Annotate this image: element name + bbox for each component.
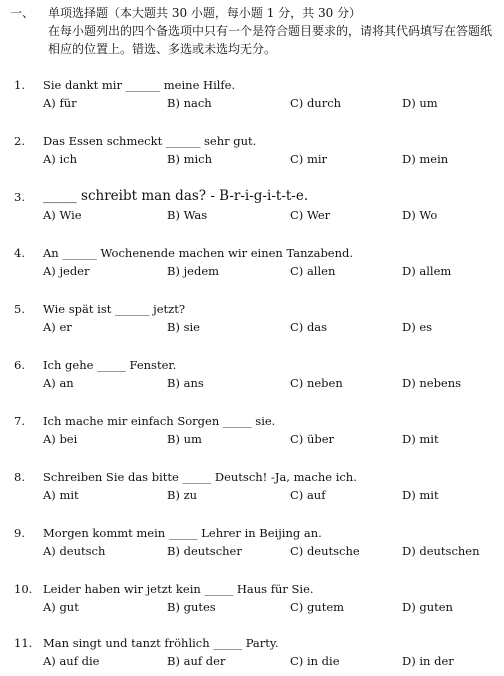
section-title: 单项选择题（本大题共 30 小题，每小题 1 分，共 30 分）: [48, 6, 362, 20]
option-d: D) mein: [402, 152, 449, 166]
option-a: A) gut: [43, 600, 79, 614]
option-c: C) mir: [290, 152, 328, 166]
option-b: B) nach: [167, 96, 212, 110]
option-b: B) gutes: [167, 600, 216, 614]
option-c: C) über: [290, 432, 335, 446]
question-stem: Sie dankt mir ______ meine Hilfe.: [43, 78, 236, 92]
question-5: [14, 302, 500, 342]
option-b: B) um: [167, 432, 202, 446]
question-stem: Wie spät ist ______ jetzt?: [43, 302, 186, 316]
question-7: [14, 414, 500, 454]
question-stem: An ______ Wochenende machen wir einen Tanzabend.: [43, 246, 354, 260]
option-d: D) um: [402, 96, 438, 110]
question-stem: Ich mache mir einfach Sorgen _____ sie.: [43, 414, 276, 428]
question-number: 5.: [14, 302, 25, 316]
option-b: B) Was: [167, 208, 208, 222]
option-c: C) deutsche: [290, 544, 360, 558]
question-3: [14, 190, 500, 230]
option-b: B) sie: [167, 320, 200, 334]
option-c: C) Wer: [290, 208, 331, 222]
option-a: A) deutsch: [43, 544, 106, 558]
question-stem: Ich gehe _____ Fenster.: [43, 358, 177, 372]
section-number: 一、: [10, 6, 35, 20]
question-1: [14, 78, 500, 118]
question-number: 8.: [14, 470, 25, 484]
question-number: 1.: [14, 78, 25, 92]
question-stem: Morgen kommt mein _____ Lehrer in Beijing an.: [43, 526, 322, 540]
question-stem: Schreiben Sie das bitte _____ Deutsch! -Ja, mache ich.: [43, 470, 357, 484]
option-d: D) allem: [402, 264, 452, 278]
option-b: B) deutscher: [167, 544, 242, 558]
option-c: C) auf: [290, 488, 326, 502]
option-a: A) er: [43, 320, 72, 334]
option-a: A) auf die: [43, 654, 100, 668]
option-d: D) Wo: [402, 208, 438, 222]
option-d: D) mit: [402, 432, 439, 446]
option-a: A) mit: [43, 488, 79, 502]
option-b: B) ans: [167, 376, 204, 390]
question-2: [14, 134, 500, 174]
question-stem: Das Essen schmeckt ______ sehr gut.: [43, 134, 257, 148]
option-d: D) es: [402, 320, 433, 334]
question-stem: Man singt und tanzt fröhlich _____ Party.: [43, 636, 279, 650]
option-c: C) allen: [290, 264, 336, 278]
option-d: D) mit: [402, 488, 439, 502]
question-9: [14, 526, 500, 566]
question-number: 2.: [14, 134, 25, 148]
question-number: 9.: [14, 526, 25, 540]
option-a: A) jeder: [43, 264, 90, 278]
option-b: B) auf der: [167, 654, 226, 668]
option-c: C) in die: [290, 654, 340, 668]
option-a: A) Wie: [43, 208, 82, 222]
option-a: A) bei: [43, 432, 78, 446]
question-number: 6.: [14, 358, 25, 372]
question-number: 10.: [14, 582, 33, 596]
question-stem: Leider haben wir jetzt kein _____ Haus für Sie.: [43, 582, 314, 596]
option-b: B) mich: [167, 152, 213, 166]
question-number: 11.: [14, 636, 33, 650]
question-number: 3.: [14, 190, 25, 204]
option-a: A) ich: [43, 152, 77, 166]
option-d: D) nebens: [402, 376, 462, 390]
option-d: D) guten: [402, 600, 453, 614]
option-c: C) gutem: [290, 600, 345, 614]
option-c: C) neben: [290, 376, 343, 390]
option-d: D) deutschen: [402, 544, 480, 558]
question-stem: _____ schreibt man das? - B-r-i-g-i-t-t-e.: [43, 188, 309, 204]
option-a: A) für: [43, 96, 77, 110]
question-6: [14, 358, 500, 398]
question-11: [14, 636, 500, 676]
option-c: C) das: [290, 320, 328, 334]
option-b: B) jedem: [167, 264, 220, 278]
question-4: [14, 246, 500, 286]
question-number: 7.: [14, 414, 25, 428]
option-c: C) durch: [290, 96, 342, 110]
option-a: A) an: [43, 376, 74, 390]
question-number: 4.: [14, 246, 25, 260]
question-10: [14, 582, 500, 622]
option-b: B) zu: [167, 488, 198, 502]
section-instructions: 在每小题列出的四个备选项中只有一个是符合题目要求的，请将其代码填写在答题纸相应的位置上。错选、多选或未选均无分。: [48, 24, 493, 56]
question-8: [14, 470, 500, 510]
option-d: D) in der: [402, 654, 454, 668]
